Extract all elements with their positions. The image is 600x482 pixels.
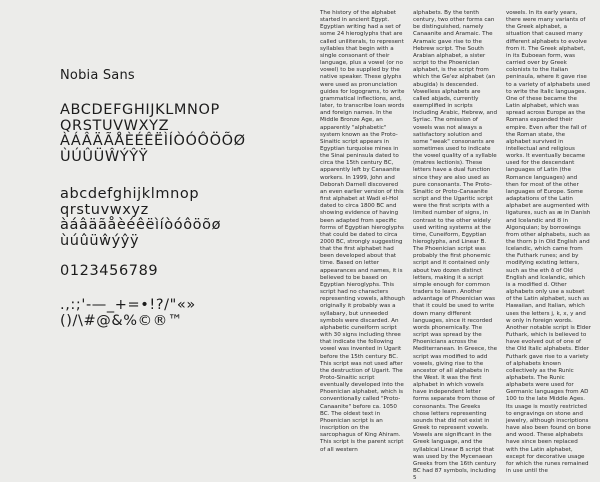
uppercase-line: QRSTUVWXYZ xyxy=(60,117,170,134)
body-text-column-3: vowels. In its early years, there were many variants of the Greek alphabet, a situation that caused many different alphabets to evolve from it. The Greek alphabet, in its Euboean form, was carried over by Greek colonists to the Italian peninsula, where it gave rise to a variety of alphabets used to write the Italic languages. One of these became the Latin alphabet, which was spread across Europe as the Romans expanded their empire. Even after the fall of the Roman state, the alphabet survived in intellectual and religious works. It eventually became used for the descendant languages of Latin (the Romance languages) and then for most of the other languages of Europe. Some adaptations of the Latin alphabet are augmented with ligatures, such as æ in Danish and Icelandic and Ȣ in Algonquian; by borrowings from other alphabets, such as the thorn þ in Old English and Icelandic, which came from the Futhark runes; and by modifying existing letters, such as the eth ð of Old English and Icelandic, which is a modified d. Other alphabets only use a subset of the Latin alphabet, such as Hawaiian, and Italian, which uses the letters j, k, x, y and w only in foreign words. Another notable script is Elder Futhark, which is believed to have evolved out of one of the Old Italic alphabets. Elder Futhark gave rise to a variety of alphabets known collectively as the Runic alphabets. The Runic alphabets were used for Germanic languages from AD 100 to the late Middle Ages. Its usage is mostly restricted to engravings on stone and jewelry, although inscriptions have also been found on bone and wood. These alphabets have since been replaced with the Latin alphabet, except for decorative usage for which the runes remained in use until the xyxy=(506,10,591,474)
punctuation-line: .,:;'-—_+=•!?/"«» xyxy=(60,297,196,313)
uppercase-glyphs xyxy=(60,103,300,165)
lowercase-accented-line: ùúûüŵýŷÿ xyxy=(60,232,140,249)
symbol-glyphs xyxy=(60,298,300,329)
lowercase-accented-line: àáâäãåèéêëìíòóôöõø xyxy=(60,217,222,233)
lowercase-line: abcdefghijklmnop xyxy=(60,186,200,202)
body-text-column-1: The history of the alphabet started in ancient Egypt. Egyptian writing had a set of some 24 hieroglyphs that are called uniliterals, to represent syllables that begin with a single consonant of their language, plus a vowel (or no vowel) to be supplied by the native speaker. These glyphs were used as pronunciation guides for logograms, to write grammatical inflections, and, later, to transcribe loan words and foreign names. In the Middle Bronze Age, an apparently "alphabetic" system known as the Proto-Sinaitic script appears in Egyptian turquoise mines in the Sinai peninsula dated to circa the 15th century BC, apparently left by Canaanite workers. In 1999, John and Deborah Darnell discovered an even earlier version of this first alphabet at Wadi el-Hol dated to circa 1800 BC and showing evidence of having been adapted from specific forms of Egyptian hieroglyphs that could be dated to circa 2000 BC, strongly suggesting that the first alphabet had been developed about that time. Based on letter appearances and names, it is believed to be based on Egyptian hieroglyphs. This script had no characters representing vowels, although originally it probably was a syllabary, but unneeded symbols were discarded. An alphabetic cuneiform script with 30 signs including three that indicate the following vowel was invented in Ugarit before the 15th century BC. This script was not used after the destruction of Ugarit. The Proto-Sinaitic script eventually developed into the Phoenician alphabet, which is conventionally called "Proto-Canaanite" before ca. 1050 BC. The oldest text in Phoenician script is an inscription on the sarcophagus of King Ahiram. This script is the parent script of all western xyxy=(320,10,405,453)
body-text-column-2: alphabets. By the tenth century, two other forms can be distinguished, namely Canaanite and Aramaic. The Aramaic gave rise to the Hebrew script. The South Arabian alphabet, a sister script to the Phoenician alphabet, is the script from which the Ge'ez alphabet (an abugida) is descended. Vowelless alphabets are called abjads, currently exemplified in scripts including Arabic, Hebrew, and Syriac. The omission of vowels was not always a satisfactory solution and some "weak" consonants are sometimes used to indicate the vowel quality of a syllable (matres lectionis). These letters have a dual function since they are also used as pure consonants. The Proto-Sinaitic or Proto-Canaanite script and the Ugaritic script were the first scripts with a limited number of signs, in contrast to the other widely used writing systems at the time, Cuneiform, Egyptian hieroglyphs, and Linear B. The Phoenician script was probably the first phonemic script and it contained only about two dozen distinct letters, making it a script simple enough for common traders to learn. Another advantage of Phoenician was that it could be used to write down many different languages, since it recorded words phonemically. The script was spread by the Phoenicians across the Mediterranean. In Greece, the script was modified to add vowels, giving rise to the ancestor of all alphabets in the West. It was the first alphabet in which vowels have independent letter forms separate from those of consonants. The Greeks chose letters representing sounds that did not exist in Greek to represent vowels. Vowels are significant in the Greek language, and the syllabical Linear B script that was used by the Mycenaean Greeks from the 16th century BC had 87 symbols, including 5 xyxy=(413,10,498,482)
lowercase-glyphs xyxy=(60,187,300,249)
lowercase-line: qrstuvwxyz xyxy=(60,201,149,218)
numeral-glyphs xyxy=(60,264,300,280)
uppercase-accented-line: ÙÚÛÜŴÝŶŸ xyxy=(60,148,149,165)
numerals-line: 0123456789 xyxy=(60,263,159,279)
glyph-specimen xyxy=(60,0,300,405)
uppercase-line: ABCDEFGHIJKLMNOP xyxy=(60,102,220,118)
font-name-title: Nobia Sans xyxy=(60,68,135,83)
uppercase-accented-line: ÀÁÂÄÃÅÈÉÊËÌÍÒÓÔÖÕØ xyxy=(60,133,246,149)
symbols-line: ()/\#@&%©®™ xyxy=(60,312,183,329)
